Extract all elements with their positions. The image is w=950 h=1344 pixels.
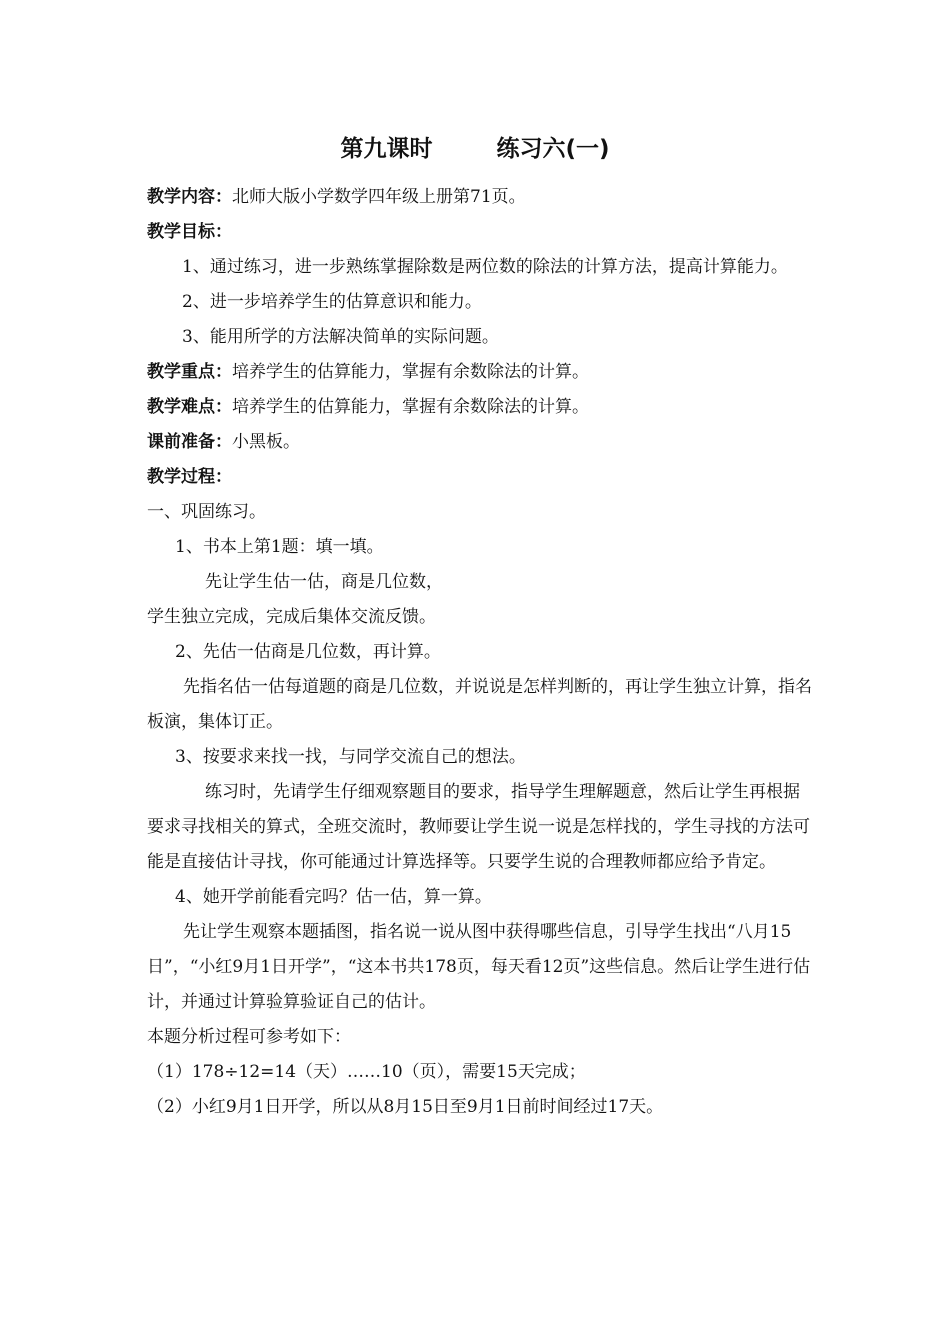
process-label: 教学过程： bbox=[147, 467, 232, 487]
analysis-step-2: （2）小红9月1日开学，所以从8月15日至9月1日前时间经过17天。 bbox=[147, 1097, 664, 1117]
lesson-title: 第九课时 练习六(一) bbox=[340, 136, 610, 162]
exercise-item-1: 1、书本上第1题：填一填。 bbox=[175, 537, 384, 557]
preparation-text: 小黑板。 bbox=[232, 432, 300, 452]
exercise-item-3: 3、按要求来找一找，与同学交流自己的想法。 bbox=[175, 747, 526, 767]
objective-item-3: 3、能用所学的方法解决简单的实际问题。 bbox=[182, 327, 499, 347]
difficult-point-text: 培养学生的估算能力，掌握有余数除法的计算。 bbox=[232, 397, 589, 417]
preparation bbox=[147, 425, 812, 460]
teaching-content-label: 教学内容： bbox=[147, 187, 232, 207]
exercise-item-4: 4、她开学前能看完吗？估一估，算一算。 bbox=[175, 887, 492, 907]
teaching-content-text: 北师大版小学数学四年级上册第71页。 bbox=[232, 187, 526, 207]
objective-item-1: 1、通过练习，进一步熟练掌握除数是两位数的除法的计算方法，提高计算能力。 bbox=[182, 257, 788, 277]
key-point-text: 培养学生的估算能力，掌握有余数除法的计算。 bbox=[232, 362, 589, 382]
exercise-item-1-text-b: 学生独立完成，完成后集体交流反馈。 bbox=[147, 607, 436, 627]
key-point-label: 教学重点： bbox=[147, 362, 232, 382]
exercise-item-4-text: 先让学生观察本题插图，指名说一说从图中获得哪些信息，引导学生找出“八月15日”，“小红9月1日开学”，“这本书共178页，每天看12页”这些信息。然后让学生进行估计，并通过计算验算验证自己的估计。 bbox=[147, 922, 811, 1012]
difficult-point-label: 教学难点： bbox=[147, 397, 232, 417]
analysis-intro: 本题分析过程可参考如下： bbox=[147, 1027, 351, 1047]
exercise-item-2-text: 先指名估一估每道题的商是几位数，并说说是怎样判断的，再让学生独立计算，指名板演，集体订正。 bbox=[147, 677, 812, 732]
difficult-point bbox=[147, 390, 812, 425]
lesson-body bbox=[147, 180, 812, 1125]
section-heading: 一、巩固练习。 bbox=[147, 502, 266, 522]
exercise-item-2: 2、先估一估商是几位数，再计算。 bbox=[175, 642, 441, 662]
key-point bbox=[147, 355, 812, 390]
objective-item-2: 2、进一步培养学生的估算意识和能力。 bbox=[182, 292, 482, 312]
analysis-step-1: （1）178÷12=14（天）……10（页），需要15天完成； bbox=[147, 1062, 586, 1082]
teaching-content bbox=[147, 180, 812, 215]
objectives-label: 教学目标： bbox=[147, 222, 232, 242]
exercise-item-3-text: 练习时，先请学生仔细观察题目的要求，指导学生理解题意，然后让学生再根据要求寻找相关的算式，全班交流时，教师要让学生说一说是怎样找的，学生寻找的方法可能是直接估计寻找，你可能通过计算选择等。只要学生说的合理教师都应给予肯定。 bbox=[147, 782, 810, 872]
exercise-item-1-text-a: 先让学生估一估，商是几位数， bbox=[205, 572, 443, 592]
preparation-label: 课前准备： bbox=[147, 432, 232, 452]
